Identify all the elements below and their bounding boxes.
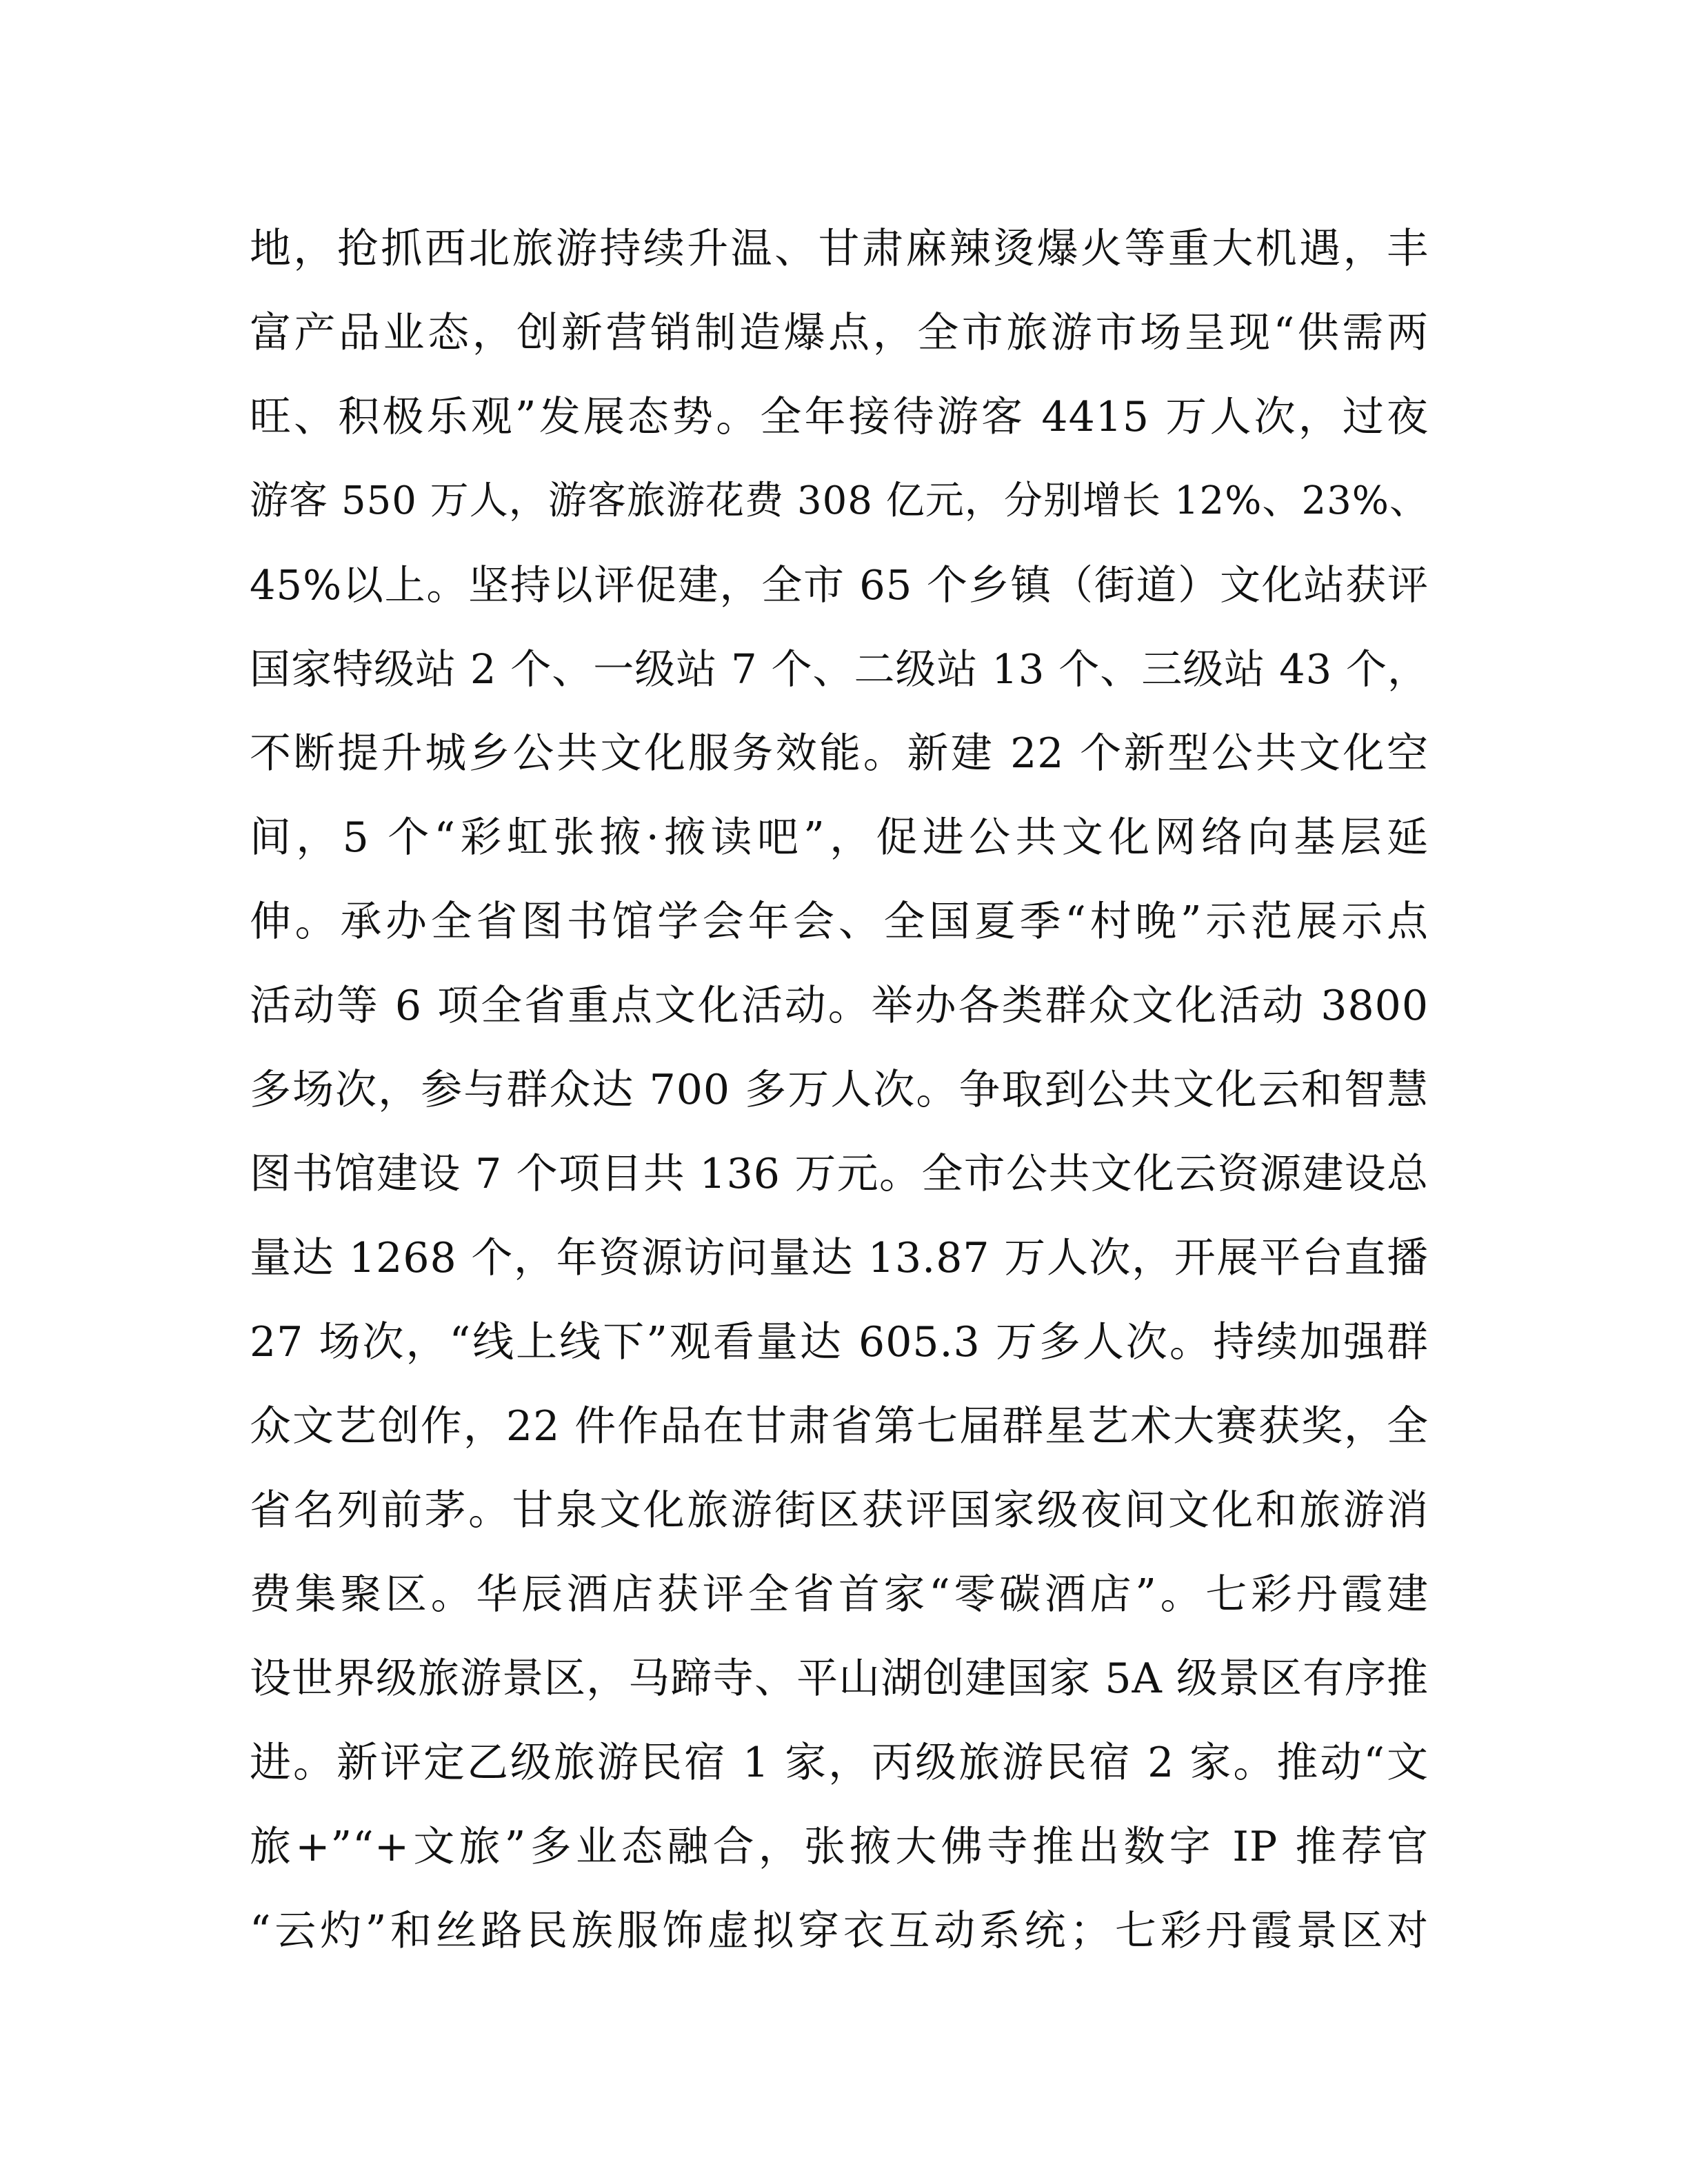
text-line: 量达 1268 个，年资源访问量达 13.87 万人次，开展平台直播 <box>250 1234 1429 1282</box>
text-line: 游客 550 万人，游客旅游花费 308 亿元，分别增长 12%、23%、 <box>250 478 1429 523</box>
text-line: 旺、积极乐观”发展态势。全年接待游客 4415 万人次，过夜 <box>250 393 1429 441</box>
text-line: 27 场次，“线上线下”观看量达 605.3 万多人次。持续加强群 <box>250 1318 1429 1366</box>
text-line: 图书馆建设 7 个项目共 136 万元。全市公共文化云资源建设总 <box>250 1150 1429 1198</box>
text-line: 地，抢抓西北旅游持续升温、甘肃麻辣烫爆火等重大机遇，丰 <box>250 225 1429 273</box>
text-line: “云灼”和丝路民族服饰虚拟穿衣互动系统；七彩丹霞景区对 <box>250 1907 1429 1955</box>
text-line: 国家特级站 2 个、一级站 7 个、二级站 13 个、三级站 43 个， <box>250 645 1429 693</box>
text-line: 众文艺创作，22 件作品在甘肃省第七届群星艺术大赛获奖，全 <box>250 1402 1429 1450</box>
text-line: 富产品业态，创新营销制造爆点，全市旅游市场呈现“供需两 <box>250 309 1429 357</box>
text-line: 活动等 6 项全省重点文化活动。举办各类群众文化活动 3800 <box>250 982 1429 1030</box>
text-line: 省名列前茅。甘泉文化旅游街区获评国家级夜间文化和旅游消 <box>250 1486 1429 1535</box>
text-line: 间，5 个“彩虹张掖·掖读吧”，促进公共文化网络向基层延 <box>250 813 1429 862</box>
text-line: 多场次，参与群众达 700 多万人次。争取到公共文化云和智慧 <box>250 1066 1429 1114</box>
text-line: 费集聚区。华辰酒店获评全省首家“零碳酒店”。七彩丹霞建 <box>250 1570 1429 1619</box>
text-line: 伸。承办全省图书馆学会年会、全国夏季“村晚”示范展示点 <box>250 898 1429 946</box>
text-line: 旅+”“+文旅”多业态融合，张掖大佛寺推出数字 IP 推荐官 <box>250 1823 1429 1871</box>
text-line: 设世界级旅游景区，马蹄寺、平山湖创建国家 5A 级景区有序推 <box>250 1655 1429 1703</box>
body-text <box>250 207 1429 1973</box>
text-line: 不断提升城乡公共文化服务效能。新建 22 个新型公共文化空 <box>250 729 1429 778</box>
text-line: 进。新评定乙级旅游民宿 1 家，丙级旅游民宿 2 家。推动“文 <box>250 1739 1429 1787</box>
text-line: 45%以上。坚持以评促建，全市 65 个乡镇（街道）文化站获评 <box>250 561 1429 609</box>
